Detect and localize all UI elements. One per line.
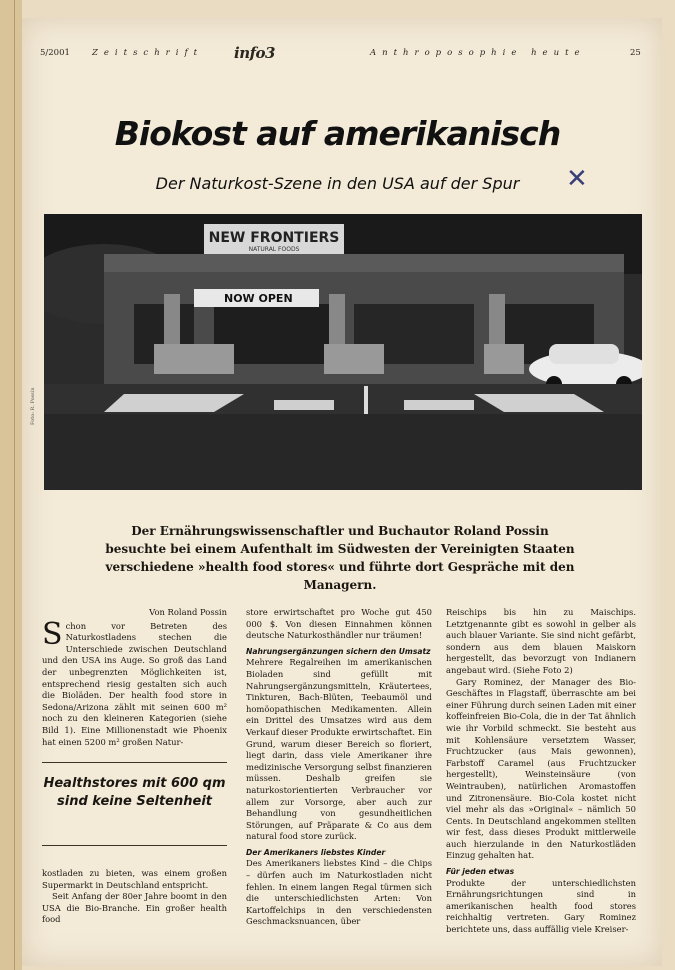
col2-paragraph-1: store erwirtschaftet pro Woche gut 450 000 $. Von diesen Einnahmen können deutsche Naturkosthändler nur träumen! [246, 607, 432, 641]
col1-paragraph-1: chon vor Betreten des Naturkostladens stechen die Unterschiede zwischen Deutschland und den USA ins Auge. So groß das Land der unbegrenzten Möglichkeiten ist, entsprechend riesig gestalten sich auch die Bioläden. Der health food store in Sedona/Arizona zählt mit seinen 600 m² noch zu den kleineren Kategorien (siehe Bild 1). Eine Millionenstadt wie Phoenix hat einen 5200 m² großen Natur- [42, 620, 227, 747]
col3-subheading-1: Für jeden etwas [446, 867, 515, 877]
photo-banner-text: NOW OPEN [224, 292, 293, 305]
column-2 [246, 607, 432, 928]
pullquote: Healthstores mit 600 qm sind keine Seltenheit [43, 776, 226, 809]
article-subtitle: Der Naturkost-Szene in den USA auf der Spur [155, 174, 520, 193]
col1-paragraph-3: Seit Anfang der 80er Jahre boomt in den USA die Bio-Branche. Ein großer health food [42, 891, 227, 925]
photo-credit: Foto: R. Possin [30, 387, 36, 425]
store-photo [44, 214, 642, 490]
header-issue: 5/2001 [40, 48, 70, 58]
store-photo-drawing [44, 214, 642, 490]
header-zeitschrift: Zeitschrift [92, 48, 204, 58]
header-section: Anthroposophie heute [370, 48, 586, 58]
article-title: Biokost auf amerikanisch [114, 114, 561, 153]
col2-paragraph-3: Des Amerikaners liebstes Kind – die Chips – dürfen auch im Naturkostladen nicht fehlen. In einem langen Regal türmen sich die unterschiedlichsten Arten: Von Kartoffelchips in den verschiedensten Geschmacksnuancen, über [246, 858, 432, 927]
column-1 [42, 607, 227, 748]
photo-sign-subtext: NATURAL FOODS [248, 246, 300, 253]
header-page-number: 25 [630, 48, 641, 58]
column-3 [446, 607, 636, 936]
photo-sign-text: NEW FRONTIERS [208, 230, 340, 246]
pullquote-rule-top [42, 762, 227, 763]
header-logo: info3 [234, 44, 275, 62]
col3-paragraph-3: Produkte der unterschiedlichsten Ernährungsrichtungen sind in amerikanischen health food stores reichhaltig vertreten. Gary Rominez berichtete uns, dass auffällig viele Kreiser- [446, 877, 636, 935]
col3-paragraph-2: Gary Rominez, der Manager des Bio-Geschäftes in Flagstaff, überraschte am bei einer Führung durch seinen Laden mit einer koffeinfreien Bio-Cola, die in der Tat ähnlich wie ihr Vorbild schmeckt. Sie besteht aus mit Kohlensäure versetztem Wasser, Fruchtzucker (aus Mais gewonnen), Farbstoff Caramel (aus Fruchtzucker hergestellt), Weinsteinsäure (von Weintrauben), natürlichen Aromastoffen und Zitronensäure. Bio-Cola kostet nicht viel mehr als das »Original« – nämlich 50 Cents. In Deutschland angekommen stellten wir fest, dass dieses Produkt mittlerweile auch hierzulande in den Naturkostläden Einzug gehalten hat. [446, 676, 636, 861]
col3-paragraph-1: Reischips bis hin zu Maischips. Letztgenannte gibt es sowohl in gelber als auch blauer Variante. Sie sind nicht gefärbt, sondern aus dem blauen Maiskorn hergestellt, das bevorzugt von Indianern angebaut wird. (Siehe Foto 2) [446, 607, 636, 675]
column-1-continued [42, 868, 227, 926]
col2-subheading-1: Nahrungsergänzungen sichern den Umsatz [246, 646, 431, 656]
dropcap: S [42, 616, 63, 652]
col2-subheading-2: Der Amerikaners liebstes Kinder [246, 847, 386, 857]
pullquote-rule-bottom [42, 845, 227, 846]
author-byline: Von Roland Possin [149, 607, 227, 617]
col1-paragraph-2: kostladen zu bieten, was einem großen Supermarkt in Deutschland entspricht. [42, 868, 227, 890]
col2-paragraph-2: Mehrere Regalreihen im amerikanischen Bioladen sind gefüllt mit Nahrungsergänzungsmitteln, Kräutertees, Tinkturen, Bach-Blüten, Teebaumöl und homöopathischen Medikamenten. Allein ein Drittel des Umsatzes wird aus dem Verkauf dieser Produkte erwirtschaftet. Ein Grund, warum dieser Bereich so floriert, liegt darin, dass viele Amerikaner ihre medizinische Versorgung selbst finanzieren müssen. Deshalb greifen sie naturkostorientierten Verbraucher vor allem zur Vorsorge, aber auch zur Behandlung von gesundheitlichen Störungen, auf Präparate & Co aus dem natural food store zurück. [246, 657, 432, 842]
handwritten-x-mark: ✕ [566, 164, 588, 194]
article-lead: Der Ernährungswissenschaftler und Buchautor Roland Possin besuchte bei einem Aufenthalt im Südwesten der Vereinigten Staaten verschiedene »health food stores« und führte dort Gespräche mit den Managern. [105, 524, 575, 592]
